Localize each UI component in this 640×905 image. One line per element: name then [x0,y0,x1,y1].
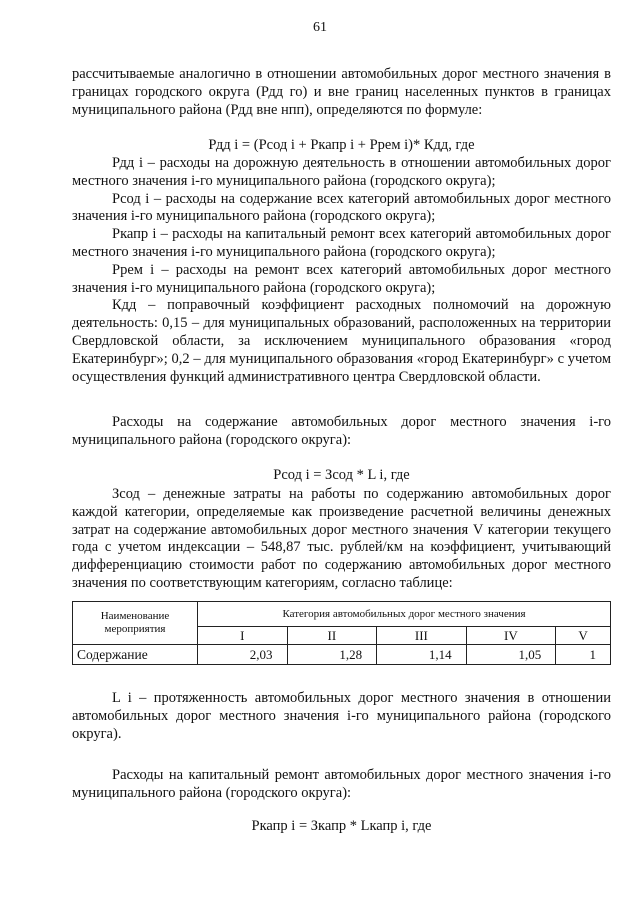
length-text: L i – протяженность автомобильных дорог местного значения в отношении автомобильных дорог местного значения i-го муниципального района (городского округа). [72,690,611,742]
formula-road-activity: Рдд i = (Рсод i + Ркапр i + Ррем i)* Кдд, где [208,137,475,153]
table-cell: 1 [556,645,611,665]
category-header: III [377,627,467,645]
length-paragraph [72,690,611,743]
zsod-paragraph [72,486,611,593]
category-header: I [198,627,288,645]
category-header: V [556,627,611,645]
definition-rsod: Рсод i – расходы на содержание всех категорий автомобильных дорог местного значения i-го муниципального района (городского округа); [72,190,611,225]
coefficients-table [72,601,611,665]
definition-rkapr: Ркапр i – расходы на капитальный ремонт всех категорий автомобильных дорог местного значения i-го муниципального района (городского округа); [72,226,611,260]
category-header: II [287,627,377,645]
row-label: Содержание [73,645,198,665]
table-row [73,645,611,665]
maintenance-intro-paragraph [72,414,611,450]
intro-text: рассчитываемые аналогично в отношении автомобильных дорог местного значения в границах городского округа (Рдд го) и вне границ населенных пунктов в границах муниципального района (Рдд вне нпп), определяются по формуле: [72,66,611,118]
zsod-text: Зсод – денежные затраты на работы по содержанию автомобильных дорог каждой категории, определяемые как произведение расчетной величины денежных затрат на содержание автомобильных дорог местного значения V категории текущего года с учетом индексации – 548,87 тыс. рублей/км на коэффициент, учитывающий дифференциацию стоимости работ по содержанию автомобильных дорог местного значения по соответствующим категориям, согласно таблице: [72,486,611,591]
table-cell: 1,28 [287,645,377,665]
table-cell: 1,05 [466,645,556,665]
formula-maintenance: Рсод i = Зсод * L i, где [273,467,410,483]
table-cell: 2,03 [198,645,288,665]
page-number: 61 [313,20,327,35]
definition-rdd: Рдд i – расходы на дорожную деятельность в отношении автомобильных дорог местного значения i-го муниципального района (городского округа); [72,155,611,189]
category-group-header: Категория автомобильных дорог местного значения [198,602,611,627]
category-header: IV [466,627,556,645]
table-cell: 1,14 [377,645,467,665]
column-header-activity: Наименование мероприятия [73,602,198,645]
intro-paragraph [72,66,611,119]
definitions-list [72,155,611,386]
maintenance-intro-text: Расходы на содержание автомобильных дорог местного значения i-го муниципального района (городского округа): [72,414,611,448]
formula-capital-repair: Ркапр i = Зкапр * Lкапр i, где [251,818,432,834]
definition-kdd: Кдд – поправочный коэффициент расходных полномочий на дорожную деятельность: 0,15 – для муниципальных образований, расположенных на территории Свердловской области, за исключением муниципального образования «город Екатеринбург»; 0,2 – для муниципального образования «город Екатеринбург» с учетом осуществления функций административного центра Свердловской области. [72,297,611,385]
capital-repair-paragraph [72,767,611,803]
capital-repair-text: Расходы на капитальный ремонт автомобильных дорог местного значения i-го муниципального района (городского округа): [72,767,611,801]
definition-rrem: Ррем i – расходы на ремонт всех категорий автомобильных дорог местного значения i-го муниципального района (городского округа); [72,261,611,296]
